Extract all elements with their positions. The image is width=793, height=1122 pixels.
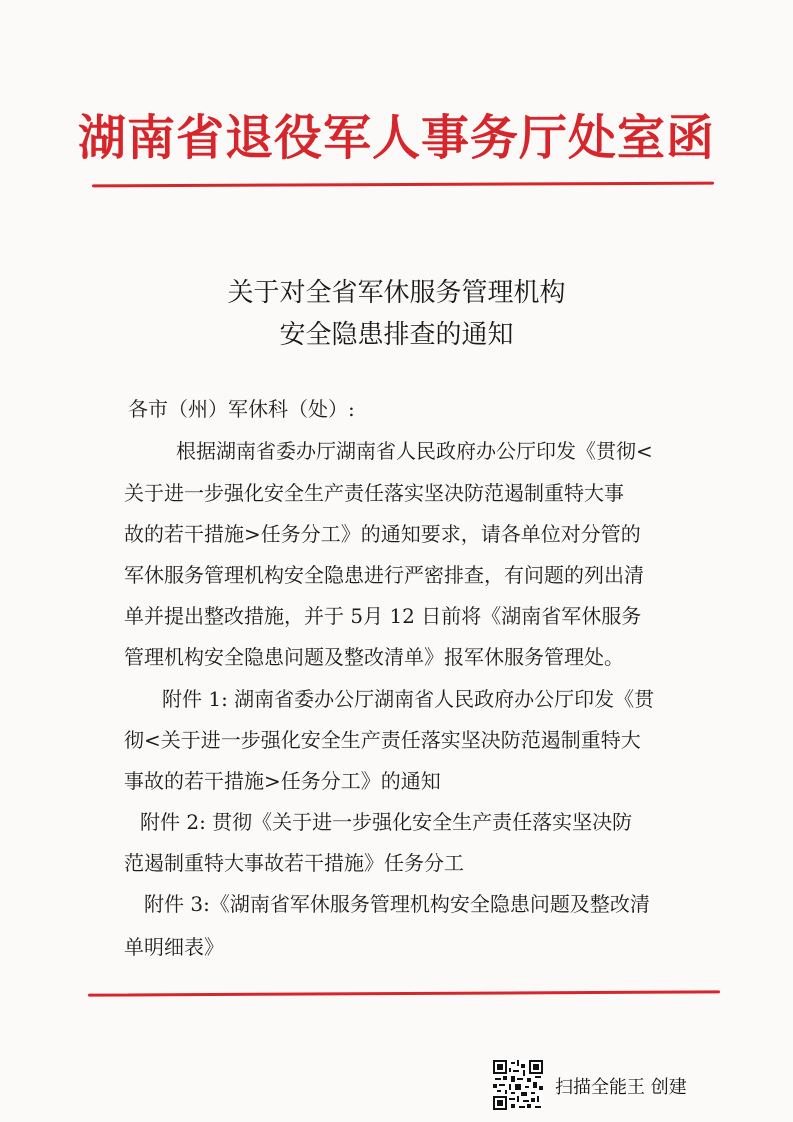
attachment-line: 彻<关于进一步强化安全生产责任落实坚决防范遏制重特大 (124, 728, 641, 752)
body-line: 故的若干措施>任务分工》的通知要求，请各单位对分管的 (124, 522, 641, 546)
attachment-line: 范遏制重特大事故若干措施》任务分工 (124, 851, 464, 875)
body-line: 军休服务管理机构安全隐患进行严密排查，有问题的列出清 (124, 563, 644, 587)
document-title (0, 272, 793, 356)
body-line: 单并提出整改措施，并于 5月 12 日前将《湖南省军休服务 (124, 604, 642, 628)
document-title-line-2: 安全隐患排查的通知 (279, 320, 514, 350)
scan-watermark-label: 扫描全能王 创建 (555, 1077, 687, 1098)
attachment-line: 单明细表》 (124, 935, 224, 959)
body-line: 根据湖南省委办厅湖南省人民政府办公厅印发《贯彻< (176, 439, 653, 463)
salutation: 各市（州）军休科（处）: (128, 397, 355, 421)
letterhead-title: 湖南省退役军人事务厅处室函 (77, 110, 715, 166)
attachment-line: 事故的若干措施>任务分工》的通知 (124, 769, 441, 793)
attachment-line: 附件 1: 湖南省委办公厅湖南省人民政府办公厅印发《贯 (162, 687, 655, 711)
footer-red-rule (88, 990, 720, 996)
letterhead-red-rule (92, 182, 714, 188)
attachment-line: 附件 2: 贯彻《关于进一步强化安全生产责任落实坚决防 (140, 810, 633, 834)
attachment-line: 附件 3:《湖南省军休服务管理机构安全隐患问题及整改清 (144, 892, 650, 916)
body-line: 管理机构安全隐患问题及整改清单》报军休服务管理处。 (124, 645, 624, 669)
scan-watermark (493, 1060, 713, 1112)
body-line: 关于进一步强化安全生产责任落实坚决防范遏制重特大事 (124, 481, 624, 505)
qr-code-icon (493, 1060, 543, 1110)
document-title-line-1: 关于对全省军休服务管理机构 (227, 278, 566, 308)
